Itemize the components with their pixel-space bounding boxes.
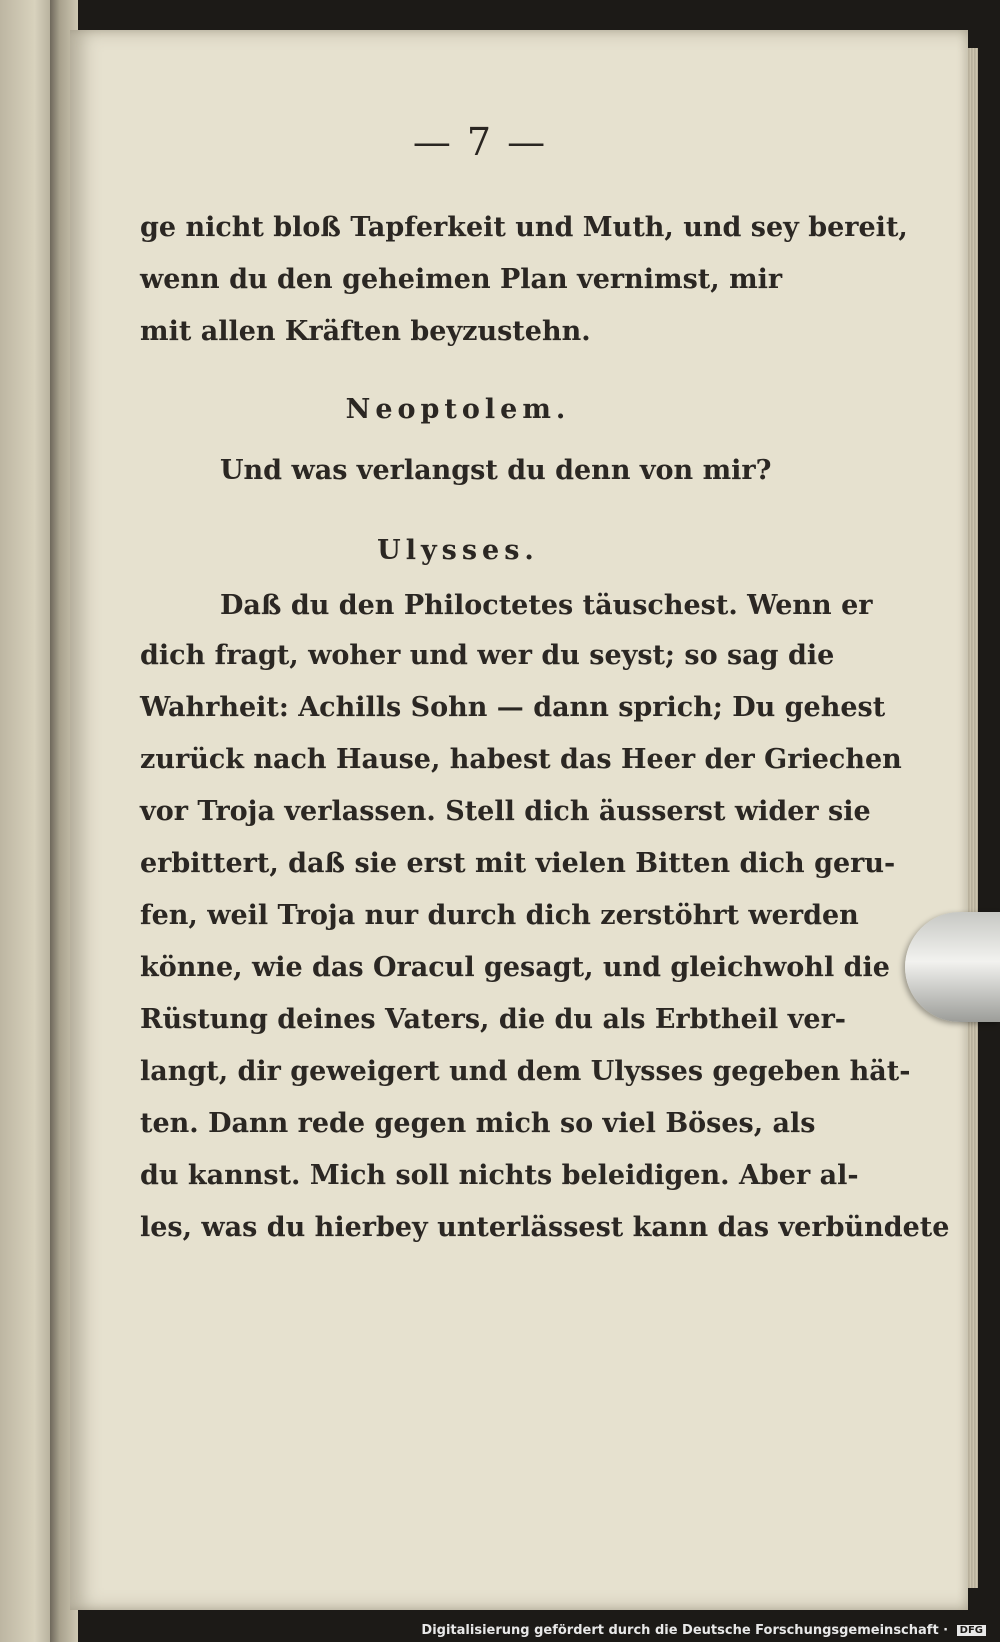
text-line: mit allen Kräften beyzustehn. xyxy=(140,316,591,347)
dfg-logo: DFG xyxy=(957,1625,986,1636)
text-line: les, was du hierbey unterlässest kann das verbündete xyxy=(140,1212,950,1243)
text-line: dich fragt, woher und wer du seyst; so sag die xyxy=(140,640,835,671)
speaker-name: Ulysses. xyxy=(377,535,539,566)
text-line: fen, weil Troja nur durch dich zerstöhrt werden xyxy=(140,900,859,931)
text-line: du kannst. Mich soll nichts beleidigen. Aber al- xyxy=(140,1160,859,1191)
page-number: — 7 — xyxy=(412,120,548,164)
text-line: ten. Dann rede gegen mich so viel Böses, als xyxy=(140,1108,816,1139)
text-line: Und was verlangst du denn von mir? xyxy=(220,455,772,486)
text-line: Rüstung deines Vaters, die du als Erbtheil ver- xyxy=(140,1004,846,1035)
text-line: zurück nach Hause, habest das Heer der Griechen xyxy=(140,744,902,775)
text-line: Daß du den Philoctetes täuschest. Wenn er xyxy=(220,590,873,621)
text-line: könne, wie das Oracul gesagt, und gleichwohl die xyxy=(140,952,890,983)
text-line: vor Troja verlassen. Stell dich äusserst wider sie xyxy=(140,796,871,827)
text-line: ge nicht bloß Tapferkeit und Muth, und sey bereit, xyxy=(140,212,908,243)
text-line: erbittert, daß sie erst mit vielen Bitten dich geru- xyxy=(140,848,896,879)
credit-text: Digitalisierung gefördert durch die Deutsche Forschungsgemeinschaft · xyxy=(421,1623,949,1638)
text-line: langt, dir geweigert und dem Ulysses gegeben hät- xyxy=(140,1056,911,1087)
text-line: wenn du den geheimen Plan vernimst, mir xyxy=(140,264,783,295)
text-line: Wahrheit: Achills Sohn — dann sprich; Du gehest xyxy=(140,692,886,723)
speaker-name: Neoptolem. xyxy=(345,394,571,425)
digitization-credit xyxy=(421,1623,986,1638)
